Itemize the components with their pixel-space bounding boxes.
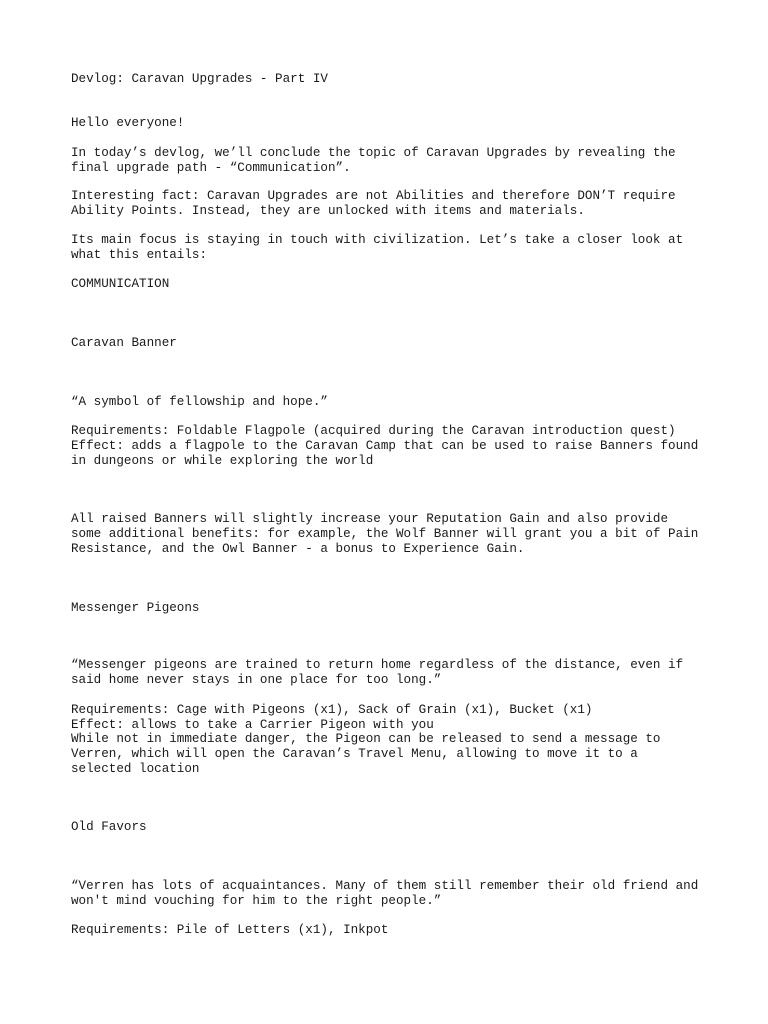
pigeons-quote-line-1: “Messenger pigeons are trained to return home regardless of the distance, even if [71, 658, 684, 672]
pigeons-detail-line-3: selected location [71, 762, 200, 776]
pigeons-detail-line-1: While not in immediate danger, the Pigeon can be released to send a message to [71, 732, 661, 746]
intro-line-2: final upgrade path - “Communication”. [71, 161, 351, 175]
section-heading: COMMUNICATION [71, 277, 170, 291]
banner-effect-line-1: Effect: adds a flagpole to the Caravan Camp that can be used to raise Banners found [71, 439, 699, 453]
focus-line-2: what this entails: [71, 248, 208, 262]
pigeons-detail-line-2: Verren, which will open the Caravan’s Travel Menu, allowing to move it to a [71, 747, 638, 761]
banner-requirements: Requirements: Foldable Flagpole (acquired during the Caravan introduction quest) [71, 424, 676, 438]
greeting-text: Hello everyone! [71, 116, 185, 130]
fact-line-2: Ability Points. Instead, they are unlocked with items and materials. [71, 204, 585, 218]
favors-quote-line-1: “Verren has lots of acquaintances. Many of them still remember their old friend and [71, 879, 699, 893]
pigeons-heading: Messenger Pigeons [71, 601, 200, 615]
banner-effect-line-2: in dungeons or while exploring the world [71, 454, 374, 468]
intro-line-1: In today’s devlog, we’ll conclude the topic of Caravan Upgrades by revealing the [71, 146, 676, 160]
banner-note-line-2: some additional benefits: for example, the Wolf Banner will grant you a bit of Pain [71, 527, 699, 541]
pigeons-quote-line-2: said home never stays in one place for too long.” [71, 673, 442, 687]
document-title: Devlog: Caravan Upgrades - Part IV [71, 72, 328, 86]
favors-requirements: Requirements: Pile of Letters (x1), Inkpot [71, 923, 389, 937]
favors-heading: Old Favors [71, 820, 147, 834]
banner-note-line-1: All raised Banners will slightly increase your Reputation Gain and also provide [71, 512, 669, 526]
focus-line-1: Its main focus is staying in touch with civilization. Let’s take a closer look at [71, 233, 684, 247]
favors-quote-line-2: won't mind vouching for him to the right people.” [71, 894, 442, 908]
pigeons-requirements: Requirements: Cage with Pigeons (x1), Sack of Grain (x1), Bucket (x1) [71, 703, 593, 717]
pigeons-effect: Effect: allows to take a Carrier Pigeon with you [71, 718, 434, 732]
banner-quote: “A symbol of fellowship and hope.” [71, 395, 328, 409]
banner-note-line-3: Resistance, and the Owl Banner - a bonus to Experience Gain. [71, 542, 525, 556]
fact-line-1: Interesting fact: Caravan Upgrades are not Abilities and therefore DON’T require [71, 189, 676, 203]
banner-heading: Caravan Banner [71, 336, 177, 350]
